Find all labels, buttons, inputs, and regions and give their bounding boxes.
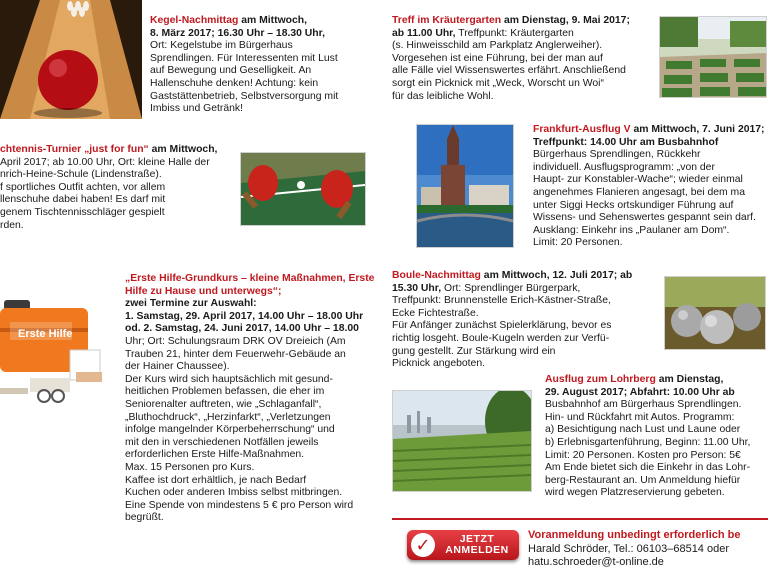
frankfurt-title-line: Frankfurt-Ausflug V am Mittwoch, 7. Juni 2017;: [533, 124, 765, 135]
boule-block: Boule-Nachmittag am Mittwoch, 12. Juli 2017; ab 15.30 Uhr, Ort: Sprendlinger Bürgerpark, Treffpunkt: Brunnenstelle Erich-Kästner-Straße, Ecke Fichtestraße. Für Anfänger zunächst Spielerklärung, bevor es richtig losgeht. Boule-Kugeln werden zur Verfü- gung gestellt. Zur Stärkung wird ein Picknick angeboten.: [392, 270, 633, 370]
frankfurt-photo: [416, 124, 514, 248]
kraeutergarten-time: ab 11.00 Uhr, Treffpunkt: Kräutergarten: [392, 27, 574, 39]
kraeutergarten-title-line: Treff im Kräutergarten am Dienstag, 9. Mai 2017;: [392, 15, 630, 26]
first-aid-kit-photo: [0, 292, 110, 410]
anmeldung-contact: Harald Schröder, Tel.: 06103–68514 oder: [528, 542, 729, 555]
lohrberg-title-line: Ausflug zum Lohrberg am Dienstag,: [545, 374, 724, 385]
erstehilfe-title-1: „Erste Hilfe-Grundkurs – kleine Maßnahmen, Erste: [125, 273, 375, 284]
frankfurt-block: Frankfurt-Ausflug V am Mittwoch, 7. Juni 2017; Treffpunkt: 14.00 Uhr am Busbahnhof Bürgerhaus Sprendlingen, Rückkehr individuell. Ausflugsprogramm: „von der Haupt- zur Konstabler-Wache“; wieder einmal angenehmes Flanieren angesagt, bei dem ma unter Siggi Hecks ortskundiger Führung auf Wissens- und Sehenswertes gespannt sein darf. Ausklang: Einkehr ins „Paulaner am Dom“. Limit: 20 Personen.: [533, 124, 765, 249]
kegel-title: Kegel-Nachmittag: [150, 15, 239, 26]
boule-title-line: Boule-Nachmittag am Mittwoch, 12. Juli 2017; ab: [392, 270, 633, 281]
table-tennis-photo: [240, 152, 366, 226]
tischtennis-block: chtennis-Turnier „just for fun“ am Mittwoch, April 2017; ab 10.00 Uhr, Ort: kleine Halle der nrich-Heine-Schule (Lindenstraße). f sportliches Outfit achten, vor allem llenschuhe dabei haben! Es darf mit genem Tischtennisschläger gespielt rden.: [0, 144, 218, 231]
kraeutergarten-title: Treff im Kräutergarten: [392, 15, 502, 26]
boule-title: Boule-Nachmittag: [392, 270, 481, 281]
tischtennis-title: chtennis-Turnier „just for fun“: [0, 144, 149, 155]
kegel-block: Kegel-Nachmittag am Mittwoch, 8. März 2017; 16.30 Uhr – 18.30 Uhr, Ort: Kegelstube im Bürgerhaus Sprendlingen. Für Interessenten mit Lust auf Bewegung und Geselligkeit. An Hallenschuhe denken! Achtung: kein Gaststättenbetrieb, Selbstversorgung mit Imbiss und Getränk!: [150, 15, 339, 115]
tischtennis-title-line: chtennis-Turnier „just for fun“ am Mittwoch,: [0, 144, 218, 155]
anmeldung-heading: Voranmeldung unbedingt erforderlich be: [528, 529, 741, 541]
lohrberg-title: Ausflug zum Lohrberg: [545, 374, 656, 385]
erstehilfe-block: „Erste Hilfe-Grundkurs – kleine Maßnahmen, Erste Hilfe zu Hause und unterwegs“; zwei Termine zur Auswahl: 1. Samstag, 29. April 2017, 14.00 Uhr – 18.00 Uhr od. 2. Samstag, 24. Juni 2017, 14.00 Uhr – 18.00 Uhr; Ort: Schulungsraum DRK OV Dreieich (Am Trauben 21, hinter dem Feuerwehr-Gebäude an der Hainer Chaussee). Der Kurs wird sich hauptsächlich mit gesund- heitlichen Problemen befassen, die eher im Seniorenalter auftreten, wie „Schlaganfall“, „Bluthochdruck“, „Herzinfarkt“, „Verletzungen infolge mangelnder Körperbeherrschung“ und mit den in verschiedenen Notfällen jeweils erforderlichen Erste Hilfe-Maßnahmen. Max. 15 Personen pro Kurs. Kaffee ist dort erhältlich, je nach Bedarf Kuchen oder anderen Imbiss selbst mitbringen. Eine Spende von mindestens 5 € pro Person wird begrüßt.: [125, 273, 375, 524]
erstehilfe-title-2: Hilfe zu Hause und unterwegs“;: [125, 285, 282, 297]
kraeutergarten-block: Treff im Kräutergarten am Dienstag, 9. Mai 2017; ab 11.00 Uhr, Treffpunkt: Kräutergarten (s. Hinweisschild am Parkplatz Anglerweiher). Vorgesehen ist eine Führung, bei der man auf alle Fälle viel Wissenswertes erfährt. Anschließend sorgt ein Picknick mit „Weck, Worscht un Woi“ für das leibliche Wohl.: [392, 15, 630, 102]
jetzt-anmelden-button[interactable]: ✓ JETZT ANMELDEN: [407, 530, 519, 560]
boule-photo: [664, 276, 766, 350]
first-aid-kit-label: Erste Hilfe: [18, 328, 73, 340]
kegel-title-line: Kegel-Nachmittag am Mittwoch,: [150, 15, 308, 26]
lohrberg-photo: [392, 390, 532, 492]
lohrberg-block: Ausflug zum Lohrberg am Dienstag, 29. August 2017; Abfahrt: 10.00 Uhr ab Busbahnhof am Bürgerhaus Sprendlingen. Hin- und Rückfahrt mit Autos. Programm: a) Besichtigung nach Lust und Laune oder b) Erlebnisgartenführung, Beginn: 11.00 Uhr, Limit: 20 Personen. Kosten pro Person: 5€ Am Ende bietet sich die Einkehr in das Lohr- berg-Restaurant an. Um Anmeldung hiefür wird wegen Platzreservierung gebeten.: [545, 374, 751, 499]
anmeldung-block: [528, 529, 740, 570]
bowling-photo: [0, 0, 142, 119]
herb-garden-photo: [659, 16, 767, 98]
anmeldung-email[interactable]: hatu.schroeder@t-online.de: [528, 556, 664, 568]
frankfurt-title: Frankfurt-Ausflug V: [533, 124, 631, 135]
boule-time: 15.30 Uhr, Ort: Sprendlinger Bürgerpark,: [392, 282, 581, 294]
checkmark-icon: ✓: [411, 533, 435, 557]
anmeldung-divider: [392, 518, 768, 520]
